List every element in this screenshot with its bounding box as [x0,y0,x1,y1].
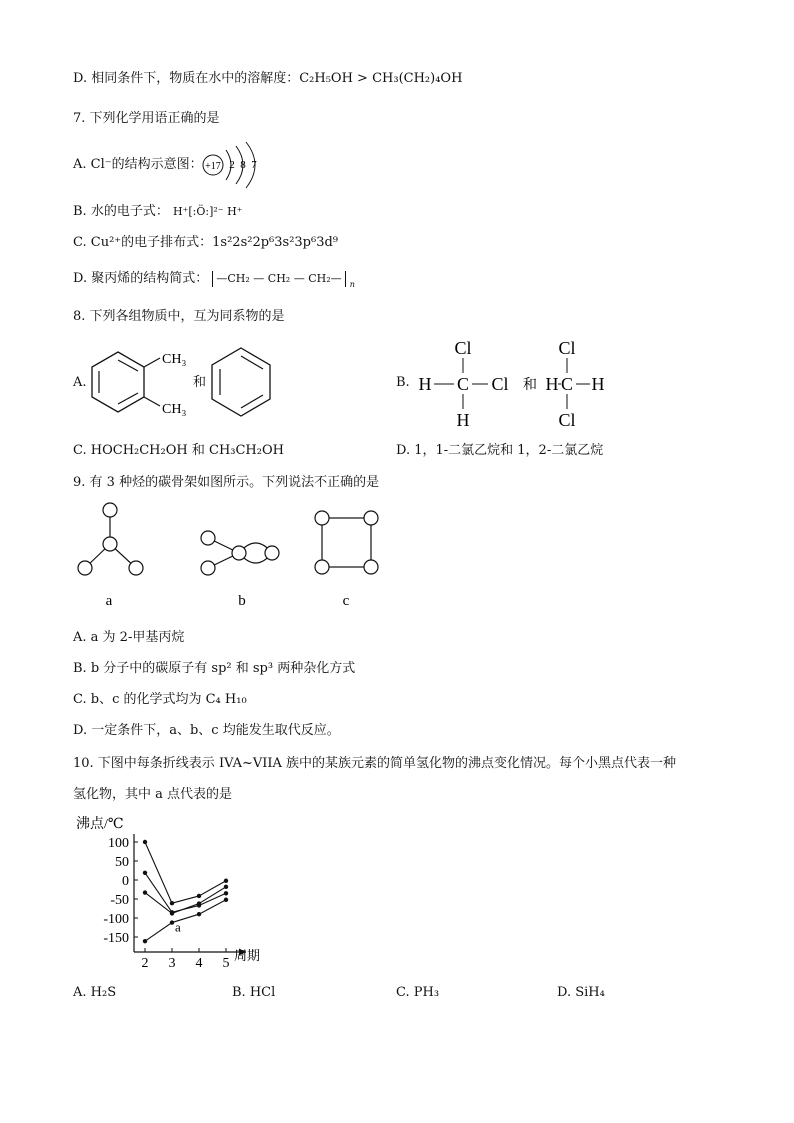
chart-x-tick-label: 2 [141,956,149,971]
q9-option-c: C. b、c 的化学式均为 C₄ H₁₀ [73,692,247,707]
q10-stem-line2: 氢化物，其中 a 点代表的是 [73,787,233,802]
shell-count-3: 7 [251,159,257,171]
chart-data-point [224,879,228,883]
chart-y-tick-label: 50 [115,855,129,870]
skeleton-a-carbon-4 [129,561,143,575]
boiling-point-chart [68,812,268,972]
q10-option-c: C. PH₃ [396,985,440,1000]
chart-data-point [143,871,147,875]
shell-count-2: 8 [240,159,246,171]
skeleton-c-carbon-4 [364,560,378,574]
o-xylene-ring [92,352,144,412]
chart-y-tick-label: 100 [108,836,129,851]
benzene-double-bond-3 [241,395,263,408]
q7-option-a-label: A. Cl⁻的结构示意图： [73,157,203,172]
benzene-structure [208,344,274,420]
mol1-c-center: C [456,374,470,394]
dichloromethane-structures [412,336,616,432]
q7-option-c: C. Cu²⁺的电子排布式：1s²2s²2p⁶3s²3p⁶3d⁹ [73,235,339,250]
chart-data-point [143,890,147,894]
q6-option-d-text: D. 相同条件下，物质在水中的溶解度：C₂H₅OH > CH₃(CH₂)₄OH [73,71,463,86]
benzene-ring [212,348,270,416]
q8-option-c: C. HOCH₂CH₂OH 和 CH₃CH₂OH [73,443,284,458]
q6-option-d [73,70,462,88]
mol2-cl-bottom: Cl [558,410,576,430]
chart-point-a-label: a [175,919,181,935]
skeleton-b-carbon-4 [265,546,279,560]
polypropylene-formula: —CH₂ — CH₂ — CH₂— [212,271,345,287]
skeleton-label-c: c [342,593,350,609]
chart-data-point [224,885,228,889]
mol2-h-right: H [591,374,605,394]
mol2-c-center: C [560,374,574,394]
chart-data-point [170,910,174,914]
skeleton-label-b: b [238,593,246,609]
shell-count-1: 2 [229,159,235,171]
chart-x-tick-label: 4 [195,956,203,971]
chart-y-tick-label: -150 [103,931,129,946]
skeleton-a-carbon-2 [103,537,117,551]
skeleton-c-carbon-1 [315,511,329,525]
chart-y-tick-label: -100 [103,912,129,927]
q8-option-b-label: B. [396,375,410,390]
q7-option-d [73,270,355,294]
chart-data-point [170,920,174,924]
q9-option-a: A. a 为 2-甲基丙烷 [73,630,185,645]
q9-stem: 9. 有 3 种烃的碳骨架如图所示。下列说法不正确的是 [73,475,380,490]
nucleus-charge: +17 [205,161,221,172]
q10-stem-line1: 10. 下图中每条折线表示 IVA~VIIA 族中的某族元素的简单氢化物的沸点变化情况。每个小黑点代表一种 [73,756,677,771]
chart-y-tick-label: -50 [110,893,129,908]
chart-data-point [143,939,147,943]
q7-option-b [73,203,243,221]
chart-y-tick-label: 0 [122,874,129,889]
skeleton-c-square [322,518,371,567]
q8-option-a-and: 和 [193,375,207,390]
q7-option-d-label: D. 聚丙烯的结构简式： [73,271,209,286]
chart-data-point [197,912,201,916]
mol2-h-left: H [545,374,559,394]
chart-x-tick-label: 3 [168,956,176,971]
q10-option-b: B. HCl [232,985,276,1000]
skeleton-a-carbon-1 [103,503,117,517]
mol2-cl-top: Cl [558,338,576,358]
mol1-h-bottom: H [456,410,470,430]
mol1-h-left: H [418,374,432,394]
chart-series-line [145,900,226,941]
mol1-cl-right: Cl [491,374,509,394]
q8-option-d: D. 1，1-二氯乙烷和 1，2-二氯乙烷 [396,443,604,458]
chart-data-point [170,901,174,905]
polymer-n: n [349,280,355,289]
q8-option-b-and: 和 [523,378,537,393]
o-xylene-methyl-bond-top [144,358,160,367]
chart-data-point [143,840,147,844]
skeleton-b-carbon-3 [232,546,246,560]
carbon-skeleton-figure [70,498,390,610]
skeleton-c-carbon-3 [315,560,329,574]
q7-stem: 7. 下列化学用语正确的是 [73,111,220,126]
skeleton-b-carbon-2 [201,561,215,575]
o-xylene-ch3-bottom: CH₃ [162,402,187,417]
o-xylene-structure [88,338,198,418]
water-electron-formula: H⁺[:Ö:]²⁻ H⁺ [172,205,243,218]
q7-option-b-label: B. 水的电子式： [73,204,169,219]
q8-stem: 8. 下列各组物质中，互为同系物的是 [73,309,285,324]
chart-data-point [224,891,228,895]
chart-y-axis-label: 沸点/℃ [76,817,124,832]
chart-data-point [224,898,228,902]
chart-x-axis-label: 周期 [234,948,261,963]
chart-data-point [197,894,201,898]
o-xylene-methyl-bond-bottom [144,397,160,406]
skeleton-b-carbon-1 [201,531,215,545]
skeleton-label-a: a [105,593,113,609]
chart-data-point [197,903,201,907]
skeleton-a-carbon-3 [78,561,92,575]
chart-x-tick-label: 5 [222,956,230,971]
benzene-double-bond-2 [241,356,263,369]
q10-option-d: D. SiH₄ [557,985,605,1000]
atom-structure-diagram [198,138,268,190]
skeleton-c-carbon-2 [364,511,378,525]
q8-option-a-label: A. [73,375,87,390]
q9-option-d: D. 一定条件下，a、b、c 均能发生取代反应。 [73,723,340,738]
mol1-cl-top: Cl [454,338,472,358]
q10-option-a: A. H₂S [73,985,117,1000]
q9-option-b: B. b 分子中的碳原子有 sp² 和 sp³ 两种杂化方式 [73,661,356,676]
o-xylene-ch3-top: CH₃ [162,352,187,367]
